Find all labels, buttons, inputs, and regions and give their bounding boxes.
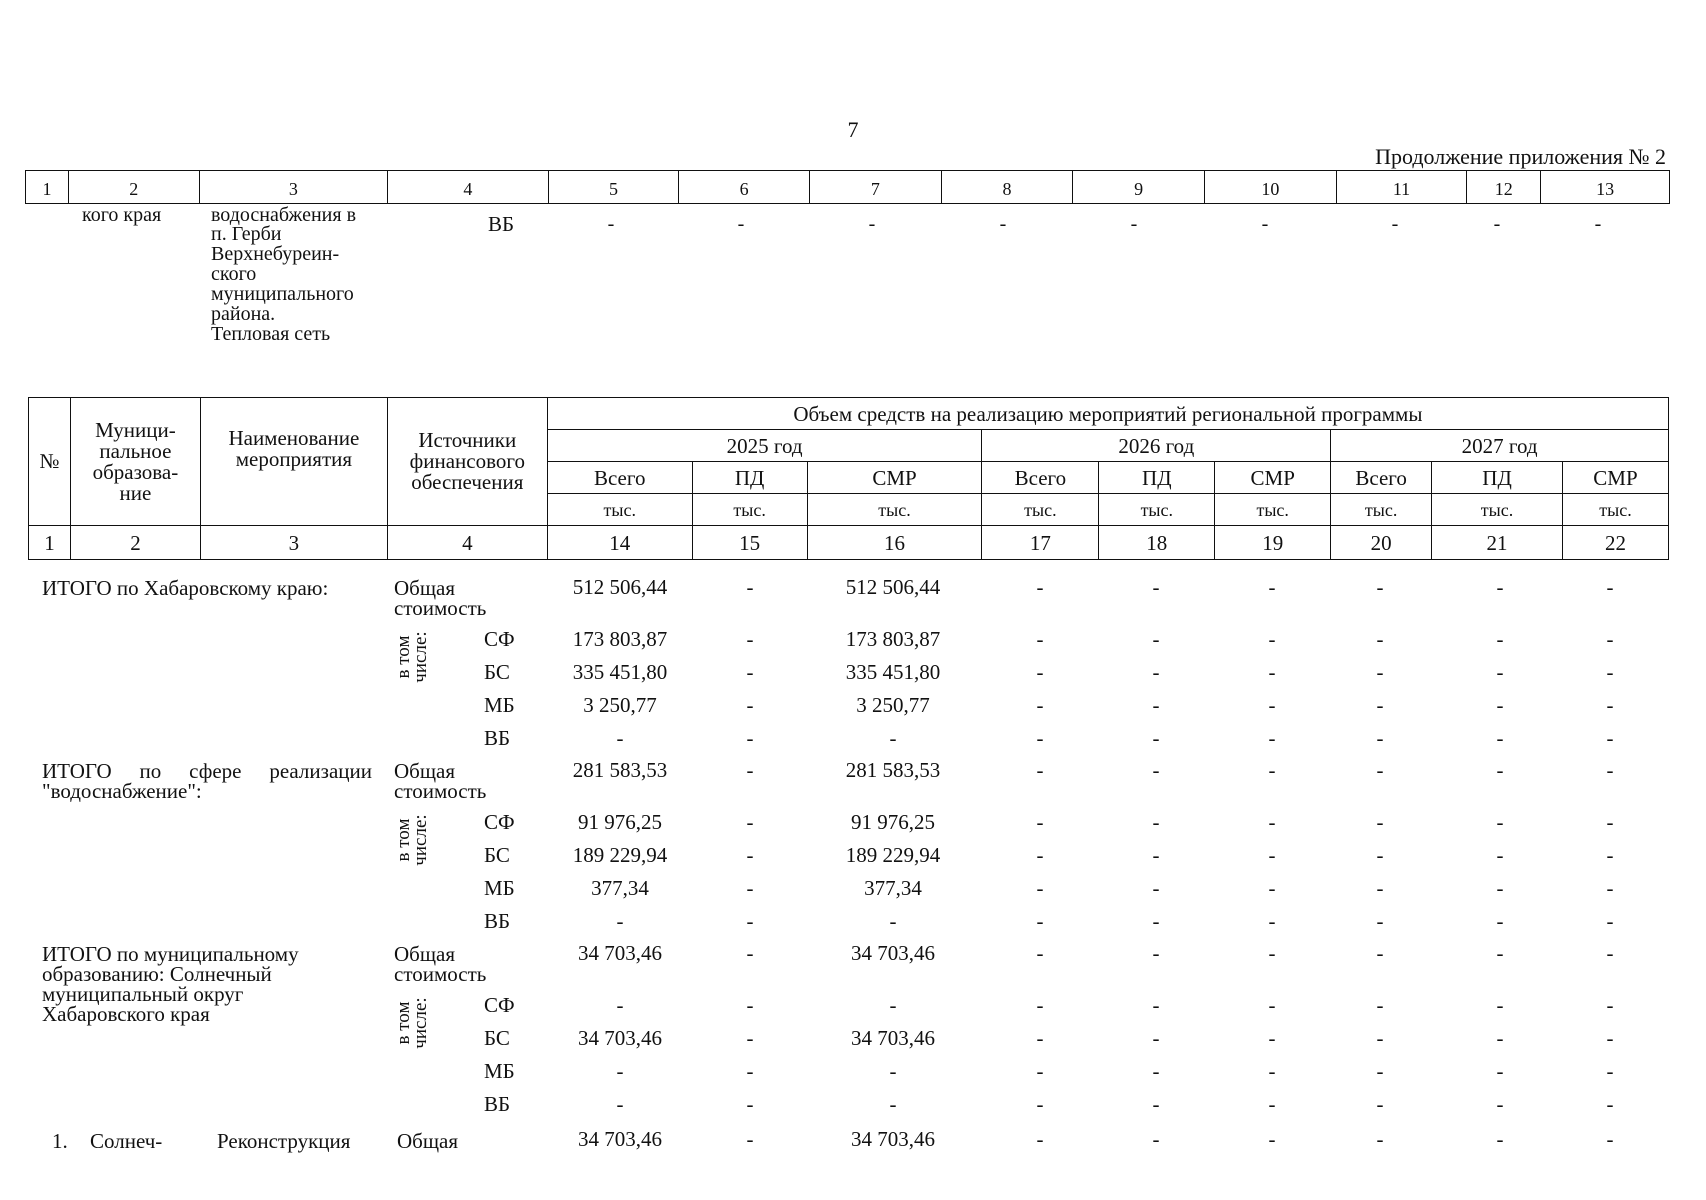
value-cell: - — [1268, 1059, 1276, 1083]
value-cell: - — [746, 909, 754, 933]
value-cell: - — [1496, 726, 1504, 750]
value-cell: - — [746, 660, 754, 684]
index-cell: 1 — [26, 171, 69, 204]
total-cost-label: Общая — [394, 759, 456, 783]
group-label-line: муниципальный округ — [42, 982, 244, 1006]
value-cell: - — [1152, 843, 1160, 867]
index-cell: 4 — [388, 171, 549, 204]
value-cell: - — [1496, 693, 1504, 717]
header-municipality-line: Муници- — [95, 417, 176, 442]
header-year-2025: 2025 год — [547, 430, 982, 462]
source-code: БС — [484, 660, 510, 684]
header-number: 14 — [547, 526, 692, 560]
total-cost-label: стоимость — [394, 962, 487, 986]
value-cell: 91 976,25 — [578, 810, 662, 834]
value-cell: 335 451,80 — [845, 660, 941, 684]
header-unit: тыс. — [547, 494, 692, 526]
value-cell: - — [1036, 843, 1044, 867]
value-cell: - — [1496, 1127, 1504, 1151]
index-cell: 12 — [1467, 171, 1541, 204]
value-cell: - — [1606, 627, 1614, 651]
value-cell: - — [1606, 758, 1614, 782]
carry-municipality: кого края — [82, 204, 162, 226]
value-cell: - — [1496, 941, 1504, 965]
value-cell: - — [1376, 993, 1384, 1017]
value-cell: - — [1606, 1092, 1614, 1116]
value-cell: - — [1496, 1092, 1504, 1116]
value-cell: - — [1606, 1127, 1614, 1151]
index-cell: 10 — [1204, 171, 1336, 204]
value-cell: - — [1376, 1092, 1384, 1116]
header-volume-title: Объем средств на реализацию мероприятий региональной программы — [547, 398, 1668, 430]
total-cost-label: Общая — [394, 942, 456, 966]
carry-measure-2: п. Герби — [211, 223, 282, 245]
group-label-line: ИТОГО по муниципальному — [42, 942, 299, 966]
value-cell: - — [1152, 941, 1160, 965]
value-cell: - — [1606, 810, 1614, 834]
value-cell: - — [1268, 909, 1276, 933]
main-header-table — [28, 397, 1669, 560]
value-cell: - — [1496, 758, 1504, 782]
source-code: БС — [484, 1026, 510, 1050]
header-col: ПД — [1432, 462, 1563, 494]
header-col: СМР — [1215, 462, 1331, 494]
header-number: 21 — [1432, 526, 1563, 560]
value-cell: - — [1152, 876, 1160, 900]
value-cell: - — [1496, 810, 1504, 834]
header-number: 4 — [387, 526, 547, 560]
value-cell: - — [1152, 1092, 1160, 1116]
value-cell: - — [746, 693, 754, 717]
header-measure-line: мероприятия — [235, 447, 353, 471]
value-cell: - — [1376, 810, 1384, 834]
value-cell: - — [1268, 1026, 1276, 1050]
value-cell: - — [1152, 726, 1160, 750]
value-cell: - — [1606, 941, 1614, 965]
header-year-2027: 2027 год — [1331, 430, 1669, 462]
value-cell: - — [1376, 843, 1384, 867]
value-cell: - — [1268, 1092, 1276, 1116]
carry-measure-5: муниципального — [211, 283, 354, 305]
value-cell: 173 803,87 — [845, 627, 941, 651]
index-cell: 11 — [1336, 171, 1467, 204]
value-cell: - — [1496, 627, 1504, 651]
value-cell: - — [1606, 843, 1614, 867]
value-cell: - — [1152, 758, 1160, 782]
value-cell: - — [746, 876, 754, 900]
value-cell: 512 506,44 — [572, 575, 668, 599]
last-row-measure: Реконструкция — [217, 1129, 351, 1153]
value-cell: - — [746, 575, 754, 599]
header-no: № — [29, 398, 71, 526]
value-cell: 3 250,77 — [583, 693, 657, 717]
header-sources — [387, 398, 547, 526]
in-that-number-label — [395, 988, 429, 1058]
value-cell: - — [889, 1092, 897, 1116]
carry-dash-value: - — [1261, 213, 1269, 235]
source-code: МБ — [484, 876, 515, 900]
value-cell: - — [616, 909, 624, 933]
carry-dash-value: - — [868, 213, 876, 235]
value-cell: - — [1606, 909, 1614, 933]
value-cell: - — [1152, 993, 1160, 1017]
value-cell: - — [1268, 843, 1276, 867]
carry-measure-7: Тепловая сеть — [211, 323, 331, 345]
header-number: 3 — [200, 526, 387, 560]
value-cell: - — [746, 843, 754, 867]
header-col: СМР — [1562, 462, 1668, 494]
source-code: СФ — [484, 993, 515, 1017]
source-code: ВБ — [484, 909, 511, 933]
carry-dash-value: - — [737, 213, 745, 235]
value-cell: - — [1152, 1127, 1160, 1151]
value-cell: 173 803,87 — [572, 627, 668, 651]
value-cell: - — [1268, 993, 1276, 1017]
value-cell: - — [1036, 758, 1044, 782]
header-year-2026: 2026 год — [982, 430, 1331, 462]
carry-dash-value: - — [1391, 213, 1399, 235]
in-that-number-line: в том — [393, 1001, 414, 1045]
group-label-line: ИТОГО по Хабаровскому краю: — [42, 576, 329, 600]
group-label-line: Хабаровского края — [42, 1002, 210, 1026]
value-cell: 189 229,94 — [572, 843, 668, 867]
carry-measure-6: района. — [211, 303, 276, 325]
value-cell: 189 229,94 — [845, 843, 941, 867]
header-number: 2 — [70, 526, 200, 560]
header-sources-line: финансового — [409, 449, 525, 473]
value-cell: - — [1036, 810, 1044, 834]
carry-dash-value: - — [1493, 213, 1501, 235]
in-that-number-label — [395, 622, 429, 692]
header-unit: тыс. — [1562, 494, 1668, 526]
value-cell: 91 976,25 — [851, 810, 935, 834]
value-cell: 281 583,53 — [845, 758, 941, 782]
value-cell: 335 451,80 — [572, 660, 668, 684]
header-measure — [200, 398, 387, 526]
source-code: ВБ — [484, 726, 511, 750]
value-cell: - — [1496, 843, 1504, 867]
value-cell: 34 703,46 — [851, 1026, 935, 1050]
value-cell: - — [1036, 941, 1044, 965]
group-label-line: ИТОГО по сфере реализации — [42, 759, 372, 783]
column-index-table — [25, 170, 1670, 204]
total-cost-label: стоимость — [394, 779, 487, 803]
value-cell: 34 703,46 — [851, 941, 935, 965]
value-cell: 34 703,46 — [578, 1026, 662, 1050]
value-cell: - — [1036, 1092, 1044, 1116]
value-cell: - — [1606, 1026, 1614, 1050]
value-cell: - — [1606, 1059, 1614, 1083]
value-cell: - — [1496, 909, 1504, 933]
index-cell: 5 — [548, 171, 679, 204]
in-that-number-line: в том — [393, 635, 414, 679]
value-cell: - — [1036, 909, 1044, 933]
value-cell: - — [616, 993, 624, 1017]
value-cell: - — [1036, 627, 1044, 651]
value-cell: - — [746, 993, 754, 1017]
last-row-no: 1. — [52, 1129, 68, 1153]
header-number: 22 — [1562, 526, 1668, 560]
header-unit: тыс. — [982, 494, 1099, 526]
carry-measure-3: Верхнебуреин- — [211, 243, 340, 265]
header-unit: тыс. — [692, 494, 807, 526]
value-cell: - — [1376, 575, 1384, 599]
value-cell: - — [1036, 1059, 1044, 1083]
value-cell: - — [1376, 1059, 1384, 1083]
value-cell: - — [1036, 1127, 1044, 1151]
header-col: Всего — [982, 462, 1099, 494]
last-row-municipality: Солнеч- — [90, 1129, 163, 1153]
value-cell: 377,34 — [864, 876, 922, 900]
value-cell: - — [889, 909, 897, 933]
value-cell: - — [1268, 660, 1276, 684]
header-unit: тыс. — [807, 494, 982, 526]
value-cell: - — [1376, 876, 1384, 900]
group-label-line: образованию: Солнечный — [42, 962, 272, 986]
value-cell: - — [616, 726, 624, 750]
in-that-number-line: числе: — [410, 814, 431, 866]
carry-source: ВБ — [488, 212, 515, 236]
value-cell: - — [1152, 909, 1160, 933]
value-cell: 34 703,46 — [578, 941, 662, 965]
value-cell: - — [1496, 876, 1504, 900]
carry-dash-value: - — [607, 213, 615, 235]
source-code: СФ — [484, 810, 515, 834]
value-cell: 512 506,44 — [845, 575, 941, 599]
value-cell: - — [1268, 726, 1276, 750]
value-cell: - — [1496, 1026, 1504, 1050]
value-cell: - — [1268, 810, 1276, 834]
page-number: 7 — [847, 117, 859, 142]
value-cell: - — [1152, 1059, 1160, 1083]
carry-measure-1: водоснабжения в — [211, 204, 357, 226]
value-cell: - — [1268, 627, 1276, 651]
value-cell: 34 703,46 — [851, 1127, 935, 1151]
source-code: БС — [484, 843, 510, 867]
value-cell: - — [1036, 660, 1044, 684]
value-cell: - — [746, 1026, 754, 1050]
header-municipality — [70, 398, 200, 526]
in-that-number-line: числе: — [410, 997, 431, 1049]
value-cell: - — [889, 726, 897, 750]
header-unit: тыс. — [1331, 494, 1432, 526]
value-cell: - — [1152, 810, 1160, 834]
in-that-number-line: в том — [393, 818, 414, 862]
value-cell: - — [1268, 575, 1276, 599]
value-cell: - — [1606, 993, 1614, 1017]
value-cell: - — [1152, 660, 1160, 684]
header-municipality-line: пальное — [99, 438, 172, 463]
header-unit: тыс. — [1099, 494, 1215, 526]
value-cell: - — [1496, 1059, 1504, 1083]
header-unit: тыс. — [1432, 494, 1563, 526]
value-cell: - — [1496, 993, 1504, 1017]
value-cell: - — [889, 1059, 897, 1083]
value-cell: - — [1152, 575, 1160, 599]
value-cell: - — [1036, 726, 1044, 750]
value-cell: - — [1036, 575, 1044, 599]
carry-dash-value: - — [1594, 213, 1602, 235]
total-cost-label: стоимость — [394, 596, 487, 620]
header-col: СМР — [807, 462, 982, 494]
header-number: 19 — [1215, 526, 1331, 560]
group-label-line: "водоснабжение": — [42, 779, 202, 803]
value-cell: - — [1606, 693, 1614, 717]
index-cell: 3 — [199, 171, 388, 204]
value-cell: - — [1376, 909, 1384, 933]
index-cell: 2 — [68, 171, 199, 204]
value-cell: - — [1376, 627, 1384, 651]
header-number: 17 — [982, 526, 1099, 560]
index-cell: 13 — [1541, 171, 1670, 204]
header-sources-line: Источники — [418, 428, 517, 452]
carry-dash-value: - — [999, 213, 1007, 235]
last-row-source: Общая — [397, 1129, 459, 1153]
continuation-note: Продолжение приложения № 2 — [1375, 144, 1666, 169]
value-cell: - — [1606, 575, 1614, 599]
value-cell: - — [1268, 693, 1276, 717]
index-cell: 8 — [941, 171, 1073, 204]
total-cost-label: Общая — [394, 576, 456, 600]
value-cell: - — [1376, 941, 1384, 965]
value-cell: - — [1496, 575, 1504, 599]
header-municipality-line: образова- — [92, 459, 179, 484]
value-cell: - — [616, 1092, 624, 1116]
header-number: 18 — [1099, 526, 1215, 560]
source-code: МБ — [484, 1059, 515, 1083]
value-cell: 34 703,46 — [578, 1127, 662, 1151]
header-number: 20 — [1331, 526, 1432, 560]
header-number: 15 — [692, 526, 807, 560]
value-cell: - — [746, 1127, 754, 1151]
value-cell: - — [1606, 876, 1614, 900]
value-cell: - — [1376, 758, 1384, 782]
header-number: 1 — [29, 526, 71, 560]
value-cell: - — [1268, 876, 1276, 900]
value-cell: 281 583,53 — [572, 758, 668, 782]
in-that-number-line: числе: — [410, 631, 431, 683]
value-cell: - — [1496, 660, 1504, 684]
header-col: Всего — [547, 462, 692, 494]
header-col: Всего — [1331, 462, 1432, 494]
header-col: ПД — [1099, 462, 1215, 494]
header-measure-line: Наименование — [228, 426, 360, 450]
value-cell: 377,34 — [591, 876, 649, 900]
value-cell: - — [1606, 660, 1614, 684]
value-cell: - — [1268, 941, 1276, 965]
source-code: СФ — [484, 627, 515, 651]
value-cell: - — [1268, 758, 1276, 782]
value-cell: - — [1376, 660, 1384, 684]
header-number: 16 — [807, 526, 982, 560]
value-cell: - — [746, 627, 754, 651]
value-cell: - — [1376, 1127, 1384, 1151]
carry-dash-value: - — [1130, 213, 1138, 235]
index-cell: 9 — [1073, 171, 1205, 204]
value-cell: - — [1036, 876, 1044, 900]
value-cell: - — [1152, 693, 1160, 717]
value-cell: - — [746, 1092, 754, 1116]
value-cell: - — [1268, 1127, 1276, 1151]
index-cell: 6 — [679, 171, 810, 204]
in-that-number-label — [395, 805, 429, 875]
source-code: ВБ — [484, 1092, 511, 1116]
value-cell: - — [1606, 726, 1614, 750]
value-cell: - — [1376, 1026, 1384, 1050]
value-cell: - — [1152, 627, 1160, 651]
value-cell: 3 250,77 — [856, 693, 930, 717]
header-sources-line: обеспечения — [411, 470, 524, 494]
value-cell: - — [1036, 993, 1044, 1017]
value-cell: - — [616, 1059, 624, 1083]
value-cell: - — [1376, 693, 1384, 717]
value-cell: - — [746, 1059, 754, 1083]
value-cell: - — [746, 726, 754, 750]
index-cell: 7 — [810, 171, 942, 204]
header-municipality-line: ние — [119, 480, 152, 505]
value-cell: - — [1036, 1026, 1044, 1050]
header-col: ПД — [692, 462, 807, 494]
value-cell: - — [746, 810, 754, 834]
carry-measure-4: ского — [211, 263, 257, 285]
value-cell: - — [1036, 693, 1044, 717]
header-unit: тыс. — [1215, 494, 1331, 526]
value-cell: - — [1376, 726, 1384, 750]
value-cell: - — [889, 993, 897, 1017]
source-code: МБ — [484, 693, 515, 717]
value-cell: - — [1152, 1026, 1160, 1050]
value-cell: - — [746, 941, 754, 965]
value-cell: - — [746, 758, 754, 782]
